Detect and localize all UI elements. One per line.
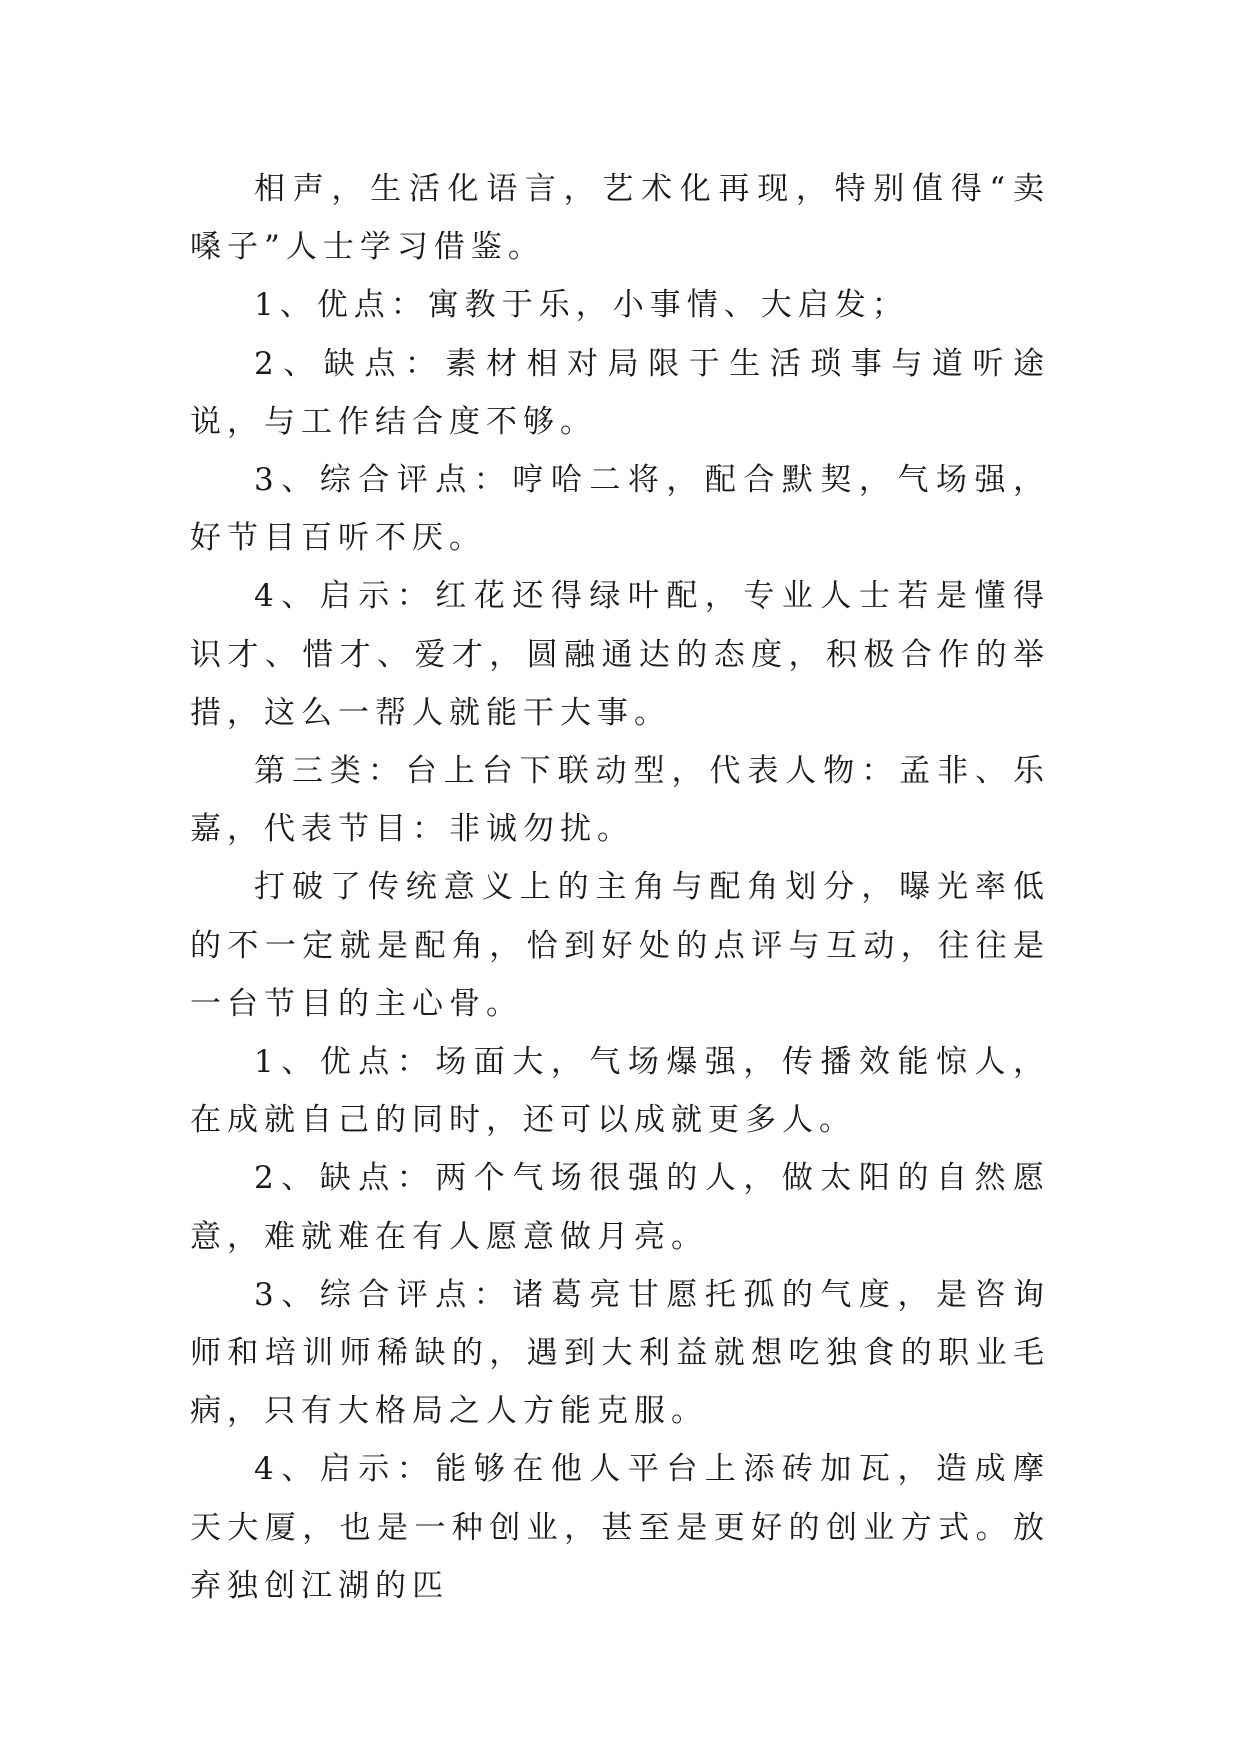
paragraph-advantage-2: 1、优点：场面大，气场爆强，传播效能惊人，在成就自己的同时，还可以成就更多人。 [190, 1044, 1050, 1139]
paragraph-evaluation-2: 3、综合评点：诸葛亮甘愿托孤的气度，是咨询师和培训师稀缺的，遇到大利益就想吃独食的职业毛病，只有大格局之人方能克服。 [190, 1276, 1050, 1430]
paragraph-xiangsheng-intro: 相声，生活化语言，艺术化再现，特别值得“卖嗓子”人士学习借鉴。 [190, 171, 1050, 266]
paragraph-disadvantage-1: 2、缺点：素材相对局限于生活琐事与道听途说，与工作结合度不够。 [190, 345, 1050, 440]
document-body [190, 160, 1050, 1615]
paragraph-advantage-1: 1、优点：寓教于乐，小事情、大启发； [254, 287, 909, 324]
paragraph-evaluation-1: 3、综合评点：哼哈二将，配合默契，气场强，好节目百听不厌。 [190, 462, 1050, 557]
paragraph-category-three: 第三类：台上台下联动型，代表人物：孟非、乐嘉，代表节目：非诚勿扰。 [190, 753, 1050, 848]
paragraph-insight-2: 4、启示：能够在他人平台上添砖加瓦，造成摩天大厦，也是一种创业，甚至是更好的创业方式。放弃独创江湖的匹 [190, 1451, 1050, 1604]
paragraph-category-three-desc: 打破了传统意义上的主角与配角划分，曝光率低的不一定就是配角，恰到好处的点评与互动，往往是一台节目的主心骨。 [190, 869, 1050, 1022]
paragraph-insight-1: 4、启示：红花还得绿叶配，专业人士若是懂得识才、惜才、爱才，圆融通达的态度，积极合作的举措，这么一帮人就能干大事。 [190, 578, 1050, 731]
paragraph-disadvantage-2: 2、缺点：两个气场很强的人，做太阳的自然愿意，难就难在有人愿意做月亮。 [190, 1160, 1050, 1255]
